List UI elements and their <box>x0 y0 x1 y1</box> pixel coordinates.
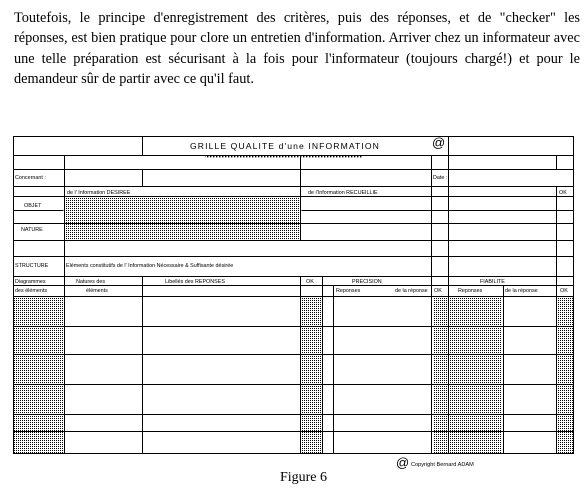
form-title: GRILLE QUALITE d'une INFORMATION <box>190 141 380 151</box>
col-precision: PRECISION <box>352 279 382 285</box>
fiabilite-reponses: Reponses <box>458 288 483 294</box>
concernant-label: Concernant : <box>15 175 46 181</box>
fiabilite-reponses-dotted-column <box>450 297 501 453</box>
precision-reponses: Reponses <box>336 288 361 294</box>
col-diagrammes: Diagrammes <box>15 279 46 285</box>
fiabilite-de-la-reponse: de la réponse <box>505 288 538 294</box>
col-ok: OK <box>306 279 314 285</box>
structure-label: STRUCTURE <box>15 263 49 269</box>
figure-caption: Figure 6 <box>279 470 328 485</box>
date-label: Date : <box>433 175 448 181</box>
ok-dotted-column <box>301 297 322 453</box>
precision-ok-dotted-column <box>433 297 447 453</box>
fiabilite-ok-dotted-column <box>558 297 573 453</box>
objet-label: OBJET <box>24 203 42 209</box>
structure-description: Eléments constitutifs de l' Information Nécessaire & Suffisante désirée <box>66 263 234 269</box>
precision-de-la-reponse: de la réponse <box>395 288 428 294</box>
dotted-fill-areas <box>14 155 573 453</box>
ok-header-top: OK <box>559 190 567 196</box>
col-natures: Natures des <box>76 279 106 285</box>
fiabilite-ok: OK <box>560 288 568 294</box>
intro-paragraph: Toutefois, le principe d'enregistrement des critères, puis des réponses, et de "checker" les réponses, est bien pratique pour clore un entretien d'information. Arriver chez un informateur avec une telle préparation est sécurisant à la fois pour l'informateur (toujours chargé!) et pour le demandeur sûr de partir avec ce qu'il faut. <box>14 10 580 87</box>
col-libelles: Libellés des REPONSES <box>165 279 225 285</box>
copyright-text: Copyright Bernard ADAM <box>411 462 474 468</box>
objet-nature-dotted-area <box>66 197 299 240</box>
col-des-elements: des éléments <box>15 288 48 294</box>
info-desiree-header: de l' Information DESIREE <box>67 190 131 196</box>
copyright-at-icon: @ <box>396 455 410 470</box>
nature-label: NATURE <box>21 227 43 233</box>
diagrammes-dotted-column <box>14 297 64 453</box>
col-fiabilite: FIABILITE <box>480 279 505 285</box>
info-recueillie-header: de l'Information RECUEILLIE <box>308 190 378 196</box>
at-icon: @ <box>432 135 446 150</box>
precision-ok: OK <box>434 288 442 294</box>
col-elements: éléments <box>86 288 108 294</box>
